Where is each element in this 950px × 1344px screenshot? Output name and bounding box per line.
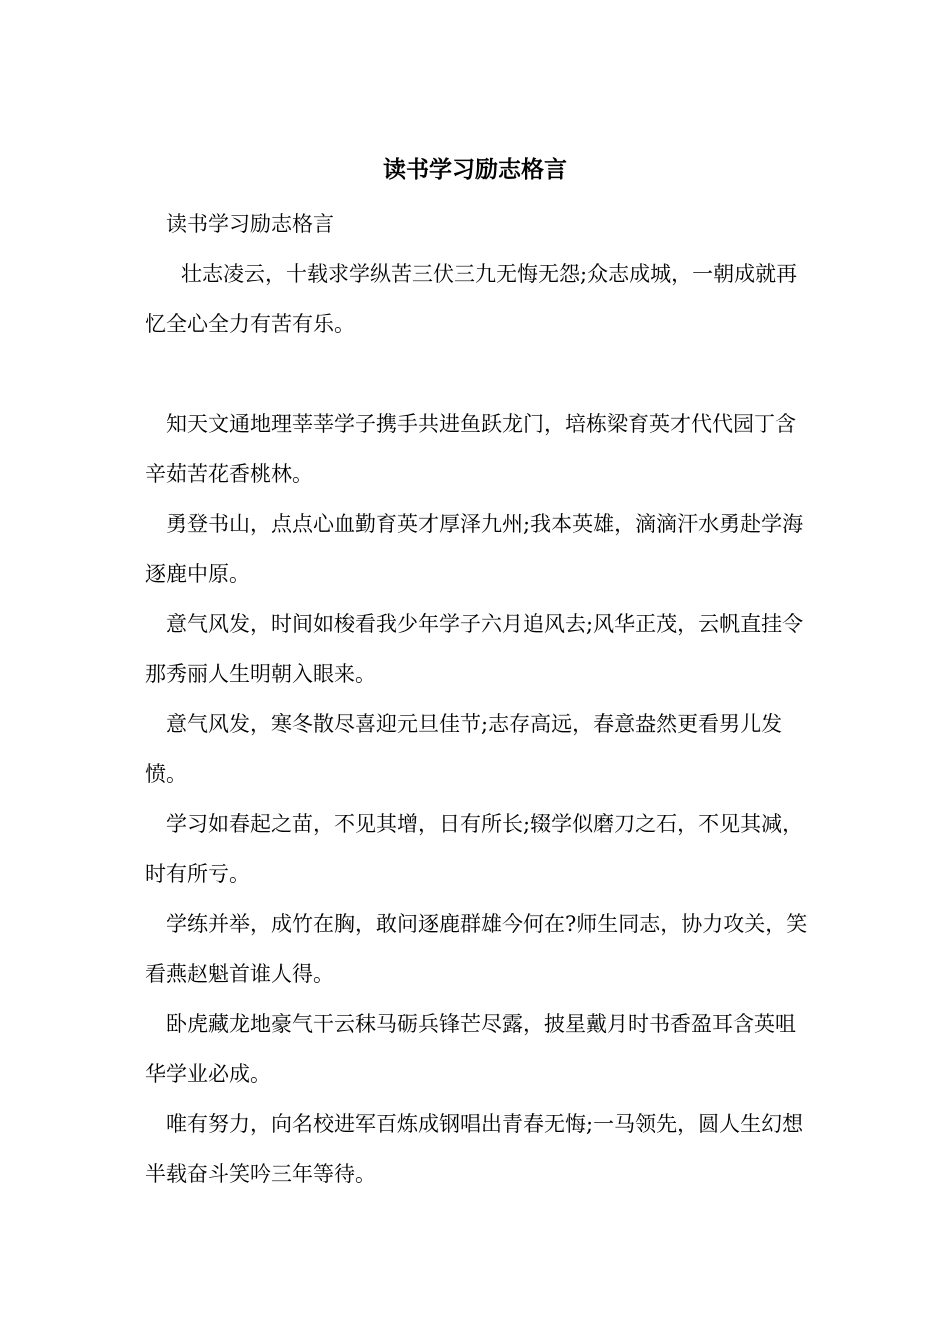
paragraph-5: 意气风发，寒冬散尽喜迎元旦佳节;志存高远，春意盎然更看男儿发愤。 [145, 712, 783, 786]
document-subtitle: 读书学习励志格言 [166, 212, 334, 236]
paragraph-4: 意气风发，时间如梭看我少年学子六月追风去;风华正茂，云帆直挂令那秀丽人生明朝入眼来。 [145, 612, 804, 686]
paragraph-8: 卧虎藏龙地豪气干云秣马砺兵锋芒尽露，披星戴月时书香盈耳含英咀华学业必成。 [145, 1012, 796, 1086]
document-body [145, 199, 813, 1199]
paragraph-6: 学习如春起之苗，不见其增，日有所长;辍学似磨刀之石，不见其减，时有所亏。 [145, 812, 804, 886]
paragraph-1: 壮志凌云，十载求学纵苦三伏三九无悔无怨;众志成城，一朝成就再忆全心全力有苦有乐。 [145, 262, 798, 336]
paragraph-7: 学练并举，成竹在胸，敢问逐鹿群雄今何在?师生同志，协力攻关，笑看燕赵魁首谁人得。 [145, 912, 808, 986]
paragraph-3: 勇登书山，点点心血勤育英才厚泽九州;我本英雄，滴滴汗水勇赴学海逐鹿中原。 [145, 512, 804, 586]
paragraph-2: 知天文通地理莘莘学子携手共进鱼跃龙门，培栋梁育英才代代园丁含辛茹苦花香桃林。 [145, 412, 796, 486]
document-title: 读书学习励志格言 [383, 156, 567, 183]
paragraph-9: 唯有努力，向名校进军百炼成钢唱出青春无悔;一马领先，圆人生幻想半载奋斗笑吟三年等待。 [145, 1112, 804, 1186]
blank-line [145, 349, 813, 399]
